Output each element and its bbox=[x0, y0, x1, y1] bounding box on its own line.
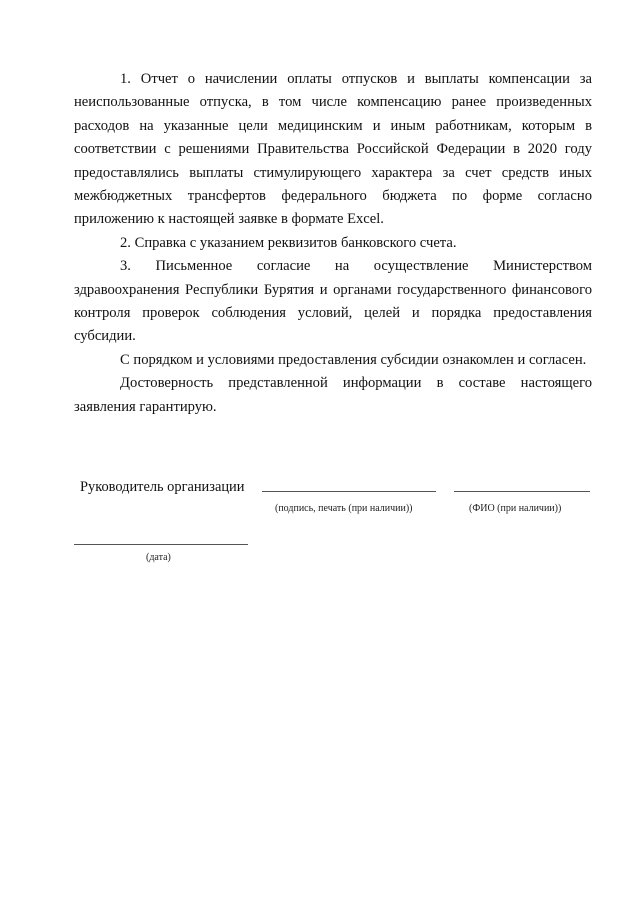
paragraph-written-consent: 3. Письменное согласие на осуществление Министерством здравоохранения Республики Бурятия и органами государственного финансового контроля проверок соблюдения условий, целей и порядка предоставления субсидии. bbox=[74, 258, 592, 345]
paragraph-report: 1. Отчет о начислении оплаты отпусков и выплаты компенсации за неиспользованные отпуска, в том числе компенсацию ранее произведенных расходов на указанные цели медицинским и иным работникам, которым в соответствии с решениями Правительства Российской Федерации в 2020 году предоставлялись выплаты стимулирующего характера за счет средств иных межбюджетных трансфертов федерального бюджета по форме согласно приложению к настоящей заявке в формате Excel. bbox=[74, 71, 592, 228]
document-body bbox=[74, 68, 592, 419]
name-caption: (ФИО (при наличии)) bbox=[469, 503, 562, 514]
date-line bbox=[74, 544, 248, 545]
date-caption: (дата) bbox=[146, 552, 171, 563]
paragraph-guarantee: Достоверность представленной информации в составе настоящего заявления гарантирую. bbox=[74, 375, 592, 415]
name-line bbox=[454, 491, 590, 492]
signature-line bbox=[262, 491, 436, 492]
head-of-organization-label: Руководитель организации bbox=[80, 479, 245, 495]
paragraph-acknowledgement: С порядком и условиями предоставления субсидии ознакомлен и согласен. bbox=[120, 351, 587, 368]
signature-caption: (подпись, печать (при наличии)) bbox=[275, 503, 413, 514]
paragraph-bank-certificate: 2. Справка с указанием реквизитов банковского счета. bbox=[120, 234, 457, 251]
